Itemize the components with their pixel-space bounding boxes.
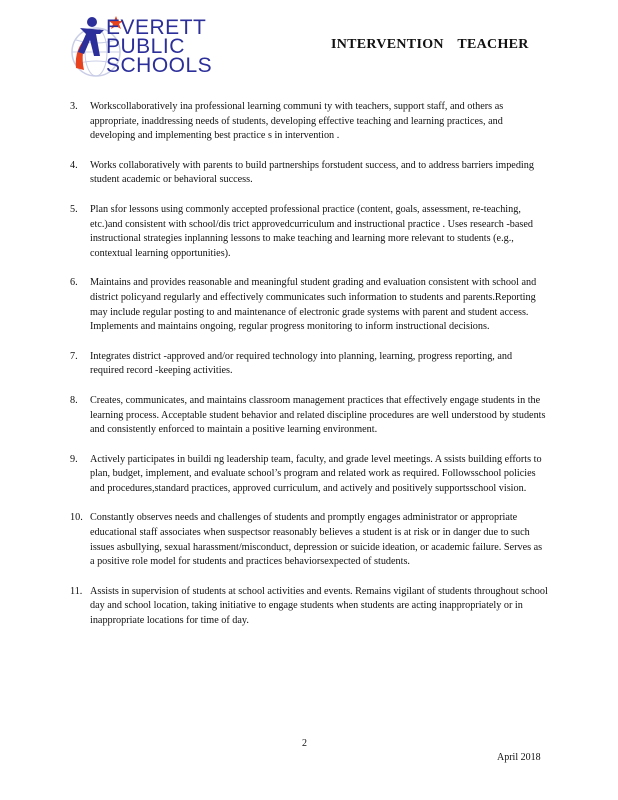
list-item (70, 453, 548, 497)
list-item-text: Actively participates in buildi ng leadership team, faculty, and grade level meetings. A ssists building efforts to plan, budget, implement, and evaluate school’s program and related work as required. Followsschool policies and procedures,standard practices, approved curriculum, and actively and positively supportsschool vision. (90, 453, 542, 494)
list-item (70, 100, 548, 144)
list-item (70, 203, 548, 261)
page-number: 2 (302, 738, 307, 749)
list-item-number: 10. (70, 512, 83, 524)
logo-line: EVERETT (106, 16, 207, 39)
everett-public-schools-logo (70, 10, 245, 82)
logo-line: PUBLIC (106, 35, 185, 58)
list-item-text: Works collaboratively with parents to build partnerships forstudent success, and to address barriers impeding student academic or behavioral success. (90, 159, 534, 186)
list-item (70, 585, 548, 629)
list-item-number: 3. (70, 101, 78, 112)
list-item (70, 394, 548, 438)
list-item-number: 9. (70, 453, 78, 465)
list-item-text: Constantly observes needs and challenges of students and promptly engages administrator or appropriate educational staff associates when suspectsor reasonably believes a student is at risk or in danger due to such issues asbullying, sexual harassment/misconduct, depression or suicide ideation, or academic failure. Serves as a positive role model for students and practices behaviorsexpected of students. (90, 512, 543, 568)
list-item-text: Assists in supervision of students at school activities and events. Remains vigilant of students throughout school day and school location, taking initiative to engage students when students are acting inappropriately or in inappropriate locations for time of day. (90, 585, 548, 627)
list-item-number: 7. (70, 350, 78, 362)
list-item (70, 350, 548, 379)
logo-wordmark (106, 18, 212, 75)
list-item-number: 4. (70, 159, 78, 171)
list-item-number: 5. (70, 203, 78, 215)
logo-line: SCHOOLS (106, 54, 213, 77)
list-item-text: Workscollaboratively ina professional learning communi ty with teachers, support staff, and others as appropriate, inaddressing needs of students, developing effective teaching and learning practices, and developing and implementing best practice s in intervention . (90, 101, 504, 142)
list-item-number: 11. (70, 585, 83, 597)
list-item-text: Maintains and provides reasonable and meaningful student grading and evaluation consistent with school and district policyand regularly and effectively communicates such information to students and parents.Reporting may include regular posting to and maintenance of electronic grade systems with parent and student access. Implements and maintains ongoing, regular progress monitoring to inform instructional decisions. (90, 277, 537, 333)
list-item-text: Creates, communicates, and maintains classroom management practices that effectively engage students in the learning process. Acceptable student behavior and related discipline procedures are well understood by students and consistently enforced to maintain a positive learning environment. (90, 394, 546, 436)
list-item (70, 511, 548, 569)
list-item (70, 159, 548, 188)
list-item-text: Plan sfor lessons using commonly accepted professional practice (content, goals, assessment, re-teaching, etc.)and consistent with school/dis trict approvedcurriculum and instructional practice . Uses research -based instructional strategies inplanning lessons to make teaching and learning more relevant to students (e.g., contextual learning opportunities). (90, 203, 534, 259)
list-item-number: 6. (70, 277, 78, 289)
list-item-text: Integrates district -approved and/or required technology into planning, learning, progress reporting, and required record -keeping activities. (90, 350, 513, 377)
list-item-number: 8. (70, 394, 78, 406)
duties-list (70, 100, 548, 629)
footer-date: April 2018 (497, 752, 541, 763)
list-item (70, 276, 548, 334)
document-title: INTERVENTION TEACHER (331, 37, 529, 52)
